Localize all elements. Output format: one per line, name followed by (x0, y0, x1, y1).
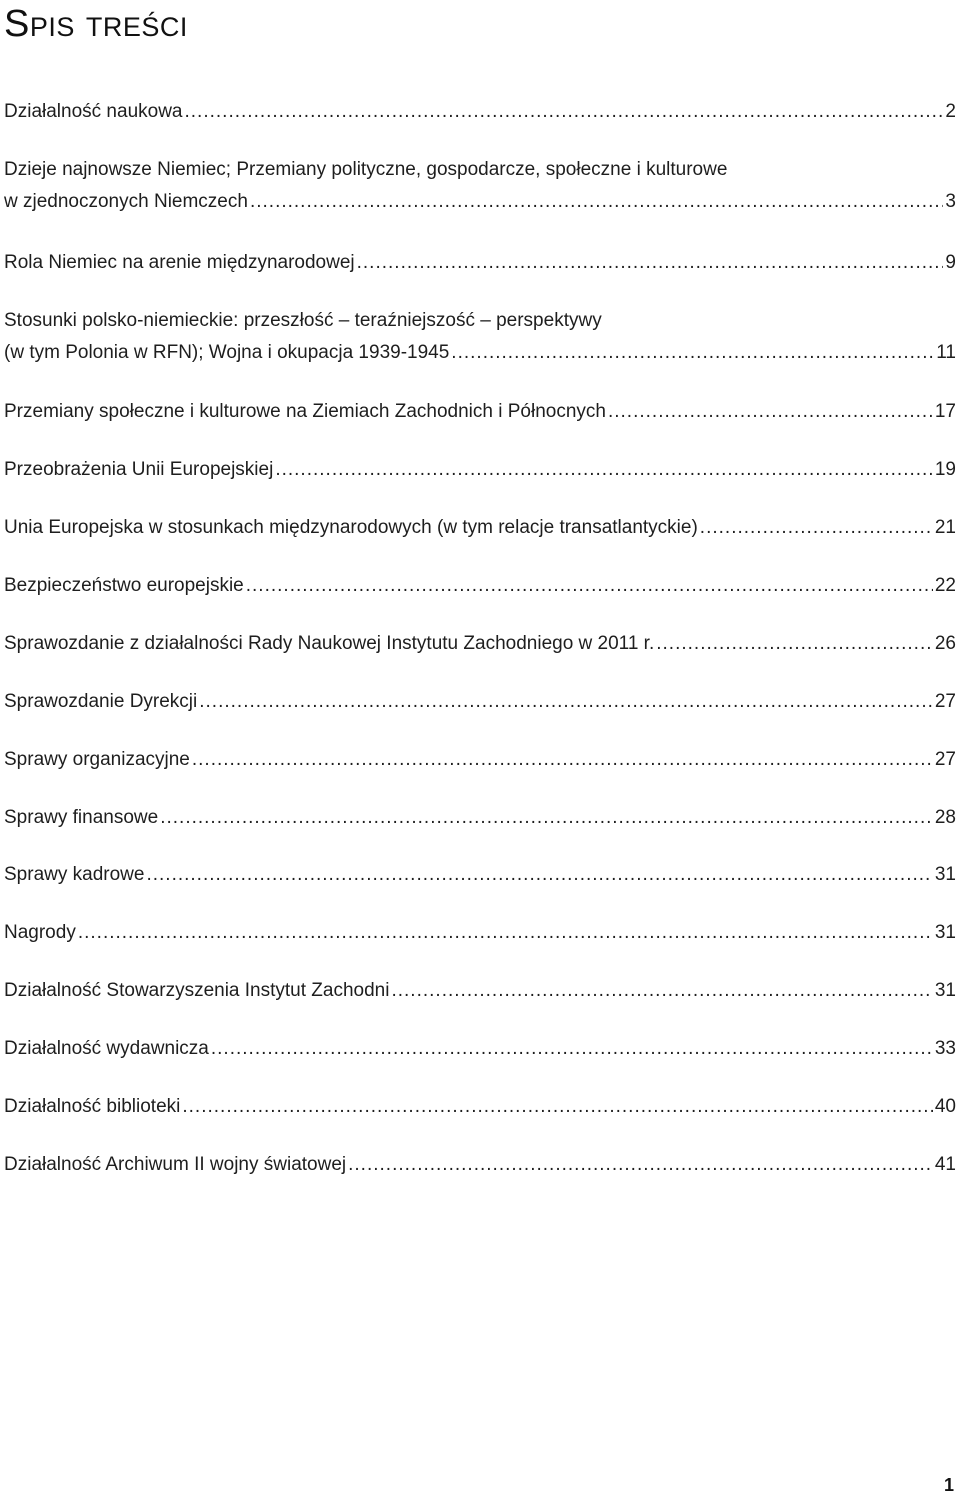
toc-entry[interactable] (4, 305, 956, 369)
toc-entry[interactable] (4, 1149, 956, 1181)
toc-leader-dots (182, 1091, 932, 1123)
toc-entry-title: Działalność naukowa (4, 101, 183, 122)
toc-leader-dots (700, 512, 933, 544)
toc-row (4, 454, 956, 486)
toc-row (4, 247, 956, 279)
toc-entry[interactable] (4, 1091, 956, 1123)
toc-entry-page: 27 (934, 691, 956, 712)
toc-leader-dots (185, 96, 944, 128)
toc-entry[interactable] (4, 454, 956, 486)
toc-entry-page: 41 (934, 1154, 956, 1175)
toc-entry-page: 33 (934, 1038, 956, 1059)
toc-leader-dots (160, 802, 933, 834)
toc-row (4, 96, 956, 128)
toc-leader-dots (78, 917, 933, 949)
toc-leader-dots (246, 570, 933, 602)
toc-entry[interactable] (4, 628, 956, 660)
toc-entry-page: 19 (934, 459, 956, 480)
toc-entry-title: w zjednoczonych Niemczech (4, 191, 248, 212)
toc-leader-dots (348, 1149, 933, 1181)
toc-row (4, 917, 956, 949)
toc-entry-title: Działalność Stowarzyszenia Instytut Zachodni (4, 980, 390, 1001)
toc-entry-title-line: Stosunki polsko-niemieckie: przeszłość – teraźniejszość – perspektywy (4, 310, 602, 331)
toc-entry[interactable] (4, 396, 956, 428)
toc-row (4, 396, 956, 428)
toc-entry[interactable] (4, 154, 956, 218)
toc-entry-title: Działalność biblioteki (4, 1096, 181, 1117)
toc-row (4, 512, 956, 544)
toc-entry[interactable] (4, 917, 956, 949)
toc-entry-page: 3 (945, 191, 956, 212)
toc-row (4, 1091, 956, 1123)
toc-entry-title: Przeobrażenia Unii Europejskiej (4, 459, 274, 480)
toc-entry-title: Rola Niemiec na arenie międzynarodowej (4, 252, 355, 273)
toc-entry[interactable] (4, 744, 956, 776)
toc-row (4, 1149, 956, 1181)
toc-entry-page: 17 (934, 401, 956, 422)
toc-row (4, 859, 956, 891)
toc-entry-page: 11 (936, 342, 956, 363)
toc-entry-page: 9 (945, 252, 956, 273)
toc-row (4, 1033, 956, 1065)
toc-leader-dots (275, 454, 933, 486)
toc-row (4, 975, 956, 1007)
toc-leader-dots (250, 186, 943, 218)
toc-entry-page: 31 (934, 864, 956, 885)
page-title: Spis treści (4, 3, 188, 45)
toc-row (4, 744, 956, 776)
toc-entry[interactable] (4, 96, 956, 128)
toc-entry-page: 2 (945, 101, 956, 122)
toc-entry-page: 40 (934, 1096, 956, 1117)
toc-leader-dots (391, 975, 932, 1007)
toc-entry-title: Sprawozdanie Dyrekcji (4, 691, 198, 712)
toc-entry[interactable] (4, 686, 956, 718)
toc-entry-page: 21 (934, 517, 956, 538)
toc-entry-title: Unia Europejska w stosunkach międzynarodowych (w tym relacje transatlantyckie) (4, 517, 698, 538)
toc-entry-page: 26 (934, 633, 956, 654)
toc-leader-dots (357, 247, 944, 279)
toc-leader-dots (146, 859, 932, 891)
toc-entry-title: Sprawy organizacyjne (4, 749, 190, 770)
toc-row (4, 686, 956, 718)
toc-entry-title: (w tym Polonia w RFN); Wojna i okupacja 1939-1945 (4, 342, 450, 363)
toc-row (4, 570, 956, 602)
toc-row (4, 186, 956, 218)
toc-leader-dots (608, 396, 933, 428)
toc-entry[interactable] (4, 802, 956, 834)
toc-entry-title-line: Dzieje najnowsze Niemiec; Przemiany polityczne, gospodarcze, społeczne i kulturowe (4, 159, 728, 180)
toc-leader-dots (656, 628, 933, 660)
toc-leader-dots (192, 744, 933, 776)
toc-entry-page: 28 (934, 807, 956, 828)
toc-entry-title: Sprawy kadrowe (4, 864, 145, 885)
toc-entry-title: Bezpieczeństwo europejskie (4, 575, 244, 596)
toc-row (4, 337, 956, 369)
toc-leader-dots (451, 337, 934, 369)
toc-entry-title: Działalność wydawnicza (4, 1038, 209, 1059)
toc-entry-page: 27 (934, 749, 956, 770)
toc-entry[interactable] (4, 247, 956, 279)
toc-entry-page: 31 (934, 980, 956, 1001)
page-number: 1 (943, 1475, 954, 1495)
toc-entry-title: Przemiany społeczne i kulturowe na Ziemiach Zachodnich i Północnych (4, 401, 606, 422)
toc-entry-title: Sprawy finansowe (4, 807, 159, 828)
toc-entry[interactable] (4, 1033, 956, 1065)
toc-entry[interactable] (4, 859, 956, 891)
toc-row (4, 628, 956, 660)
toc-entry-title: Nagrody (4, 922, 76, 943)
toc-leader-dots (199, 686, 933, 718)
toc-entry[interactable] (4, 512, 956, 544)
toc-entry[interactable] (4, 975, 956, 1007)
toc-entry[interactable] (4, 570, 956, 602)
toc-entry-title: Sprawozdanie z działalności Rady Naukowej Instytutu Zachodniego w 2011 r. (4, 633, 655, 654)
toc-row (4, 802, 956, 834)
toc-entry-title: Działalność Archiwum II wojny światowej (4, 1154, 347, 1175)
toc-entry-page: 22 (934, 575, 956, 596)
toc-entry-page: 31 (934, 922, 956, 943)
toc-leader-dots (211, 1033, 933, 1065)
